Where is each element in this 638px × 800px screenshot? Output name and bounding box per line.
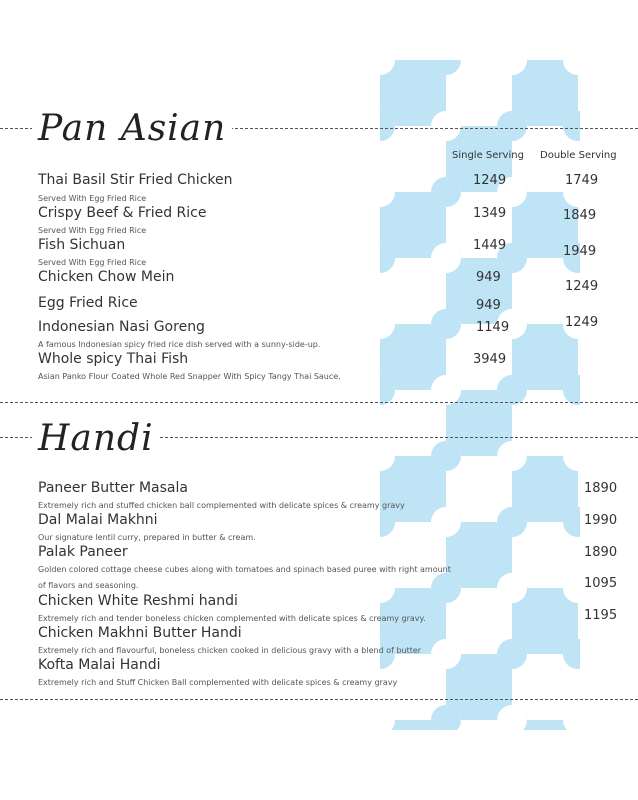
menu-item-name: Indonesian Nasi Goreng xyxy=(38,319,205,335)
menu-item-desc: Served With Egg Fried Rice xyxy=(38,226,147,235)
menu-item-desc: Our signature lentil curry, prepared in butter & cream. xyxy=(38,533,256,542)
menu-item-desc: Extremely rich and tender boneless chicken complemented with delicate spices & creamy gravy. xyxy=(38,614,426,623)
menu-item-desc: Asian Panko Flour Coated Whole Red Snapper With Spicy Tangy Thai Sauce. xyxy=(38,372,341,381)
price: 1990 xyxy=(584,513,618,528)
menu-item-name: Paneer Butter Masala xyxy=(38,480,188,496)
price-single: 1449 xyxy=(473,238,507,253)
price-single: 1149 xyxy=(476,320,510,335)
price-double: 1949 xyxy=(563,244,597,259)
menu-item-desc: Extremely rich and stuffed chicken ball complemented with delicate spices & creamy gravy xyxy=(38,501,405,510)
price-single: 3949 xyxy=(473,352,507,367)
menu-item-name: Chicken White Reshmi handi xyxy=(38,593,238,609)
price: 1195 xyxy=(584,608,618,623)
price-single: 949 xyxy=(476,298,501,313)
section-title-handi: Handi xyxy=(32,418,160,459)
price-double: 1849 xyxy=(563,208,597,223)
pattern-tile xyxy=(512,720,578,730)
price: 1890 xyxy=(584,545,618,560)
menu-item-desc: Extremely rich and flavourful, boneless chicken cooked in delicious gravy with a blend of butter xyxy=(38,646,422,655)
menu-item-name: Egg Fried Rice xyxy=(38,295,138,311)
menu-item-name: Palak Paneer xyxy=(38,544,128,560)
column-header-single: Single Serving xyxy=(452,150,524,161)
price-double: 1749 xyxy=(565,173,599,188)
menu-item-desc: Served With Egg Fried Rice xyxy=(38,194,147,203)
menu-item-name: Chicken Makhni Butter Handi xyxy=(38,625,242,641)
menu-item-desc: Served With Egg Fried Rice xyxy=(38,258,147,267)
menu-item-desc: of flavors and seasoning. xyxy=(38,581,139,590)
price-single: 949 xyxy=(476,270,501,285)
divider-middle xyxy=(0,402,638,403)
section-title-pan-asian: Pan Asian xyxy=(32,108,232,149)
price: 1890 xyxy=(584,481,618,496)
menu-item-name: Thai Basil Stir Fried Chicken xyxy=(38,172,233,188)
price-double: 1249 xyxy=(565,279,599,294)
menu-item-name: Fish Sichuan xyxy=(38,237,126,253)
price: 1095 xyxy=(584,576,618,591)
price-single: 1349 xyxy=(473,206,507,221)
menu-item-name: Chicken Chow Mein xyxy=(38,269,175,285)
divider-bottom xyxy=(0,699,638,700)
menu-item-desc: Extremely rich and Stuff Chicken Ball complemented with delicate spices & creamy gravy xyxy=(38,678,398,687)
menu-item-name: Dal Malai Makhni xyxy=(38,512,158,528)
price-double: 1249 xyxy=(565,315,599,330)
menu-item-desc: Golden colored cottage cheese cubes along with tomatoes and spinach based puree with right amount xyxy=(38,565,451,574)
menu-item-name: Whole spicy Thai Fish xyxy=(38,351,189,367)
menu-item-name: Kofta Malai Handi xyxy=(38,657,161,673)
column-header-double: Double Serving xyxy=(540,150,617,161)
menu-item-desc: A famous Indonesian spicy fried rice dish served with a sunny-side-up. xyxy=(38,340,321,349)
price-single: 1249 xyxy=(473,173,507,188)
menu-item-name: Crispy Beef & Fried Rice xyxy=(38,205,207,221)
